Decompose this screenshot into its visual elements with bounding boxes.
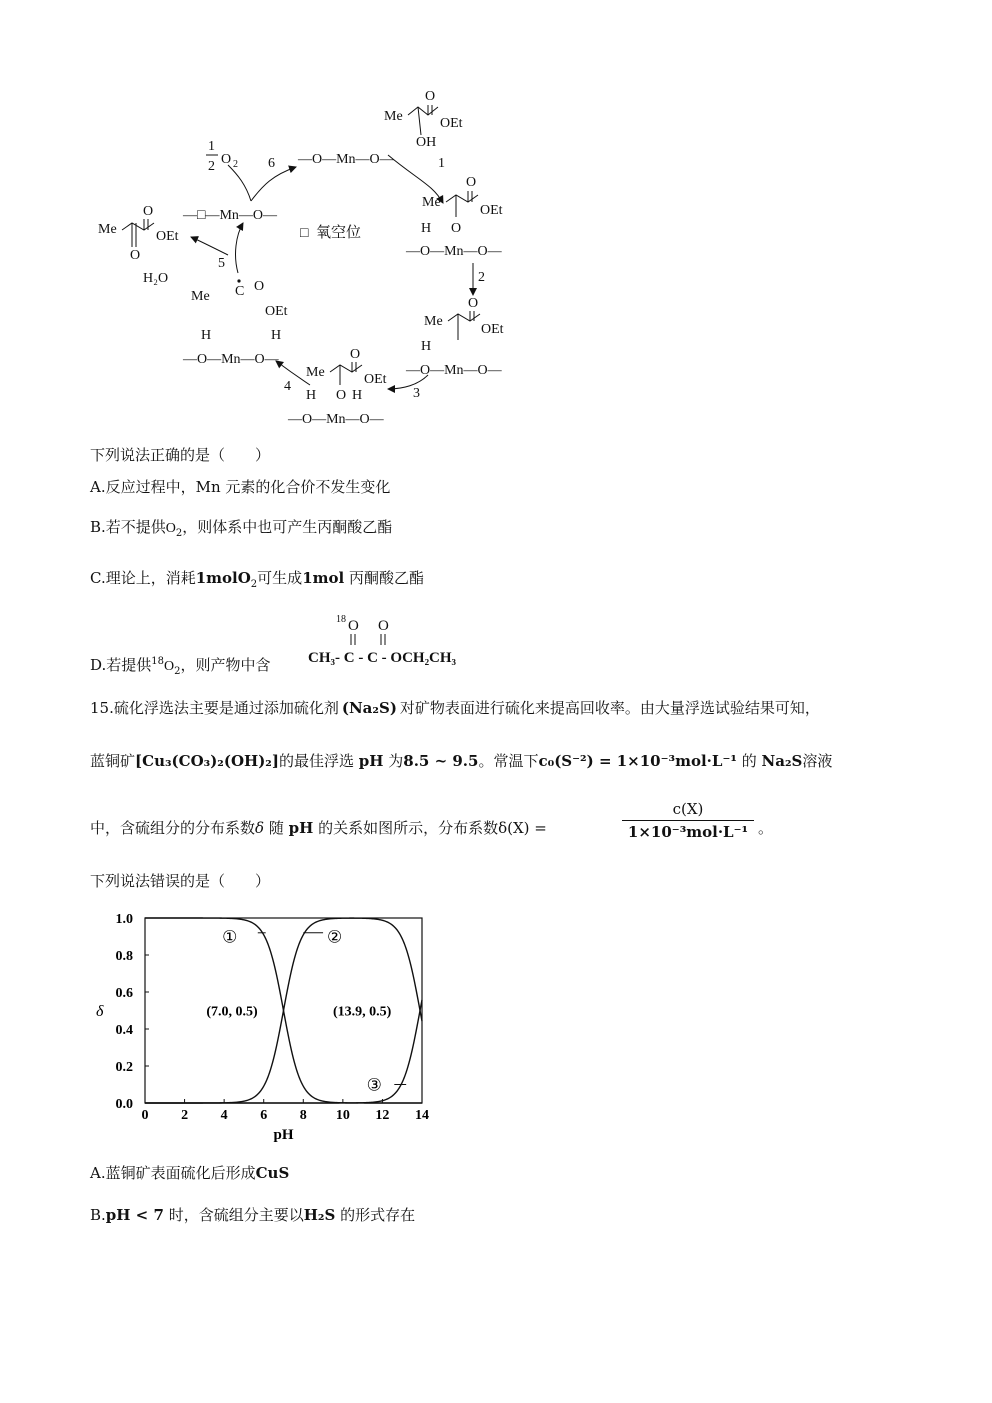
q15-line2 (90, 751, 832, 771)
oet-label-top: OEt (440, 116, 463, 131)
q15-l2-conc: c₀(S⁻²) = 1×10⁻³mol·L⁻¹ (538, 752, 737, 770)
h-label-b2: H (352, 388, 363, 403)
vacancy-legend-symbol: □ (300, 226, 309, 241)
o-label-top: O (425, 89, 436, 104)
oet-label-r2: OEt (481, 322, 504, 337)
vacancy-legend-label: 氧空位 (316, 223, 362, 241)
x-tick-label: 4 (220, 1108, 228, 1123)
q15-fraction (622, 800, 754, 841)
h-label-r2: H (421, 339, 432, 354)
q15-l2-b: 的最佳浮选 (279, 752, 355, 770)
q15-l2-formula-wrap: [Cu₃(CO₃)₂(OH)₂] (135, 752, 279, 770)
me-label-r1: Me (422, 195, 441, 210)
oet-label-b: OEt (364, 372, 387, 387)
q15-prompt: 下列说法错误的是（ ） (90, 872, 271, 890)
q15-l1-na2s: (Na₂S) (341, 699, 397, 717)
h-label-l2: H (271, 328, 282, 343)
q14-c-sub: 2 (250, 579, 258, 590)
q15-l2-range: 8.5 ~ 9.5 (403, 752, 479, 770)
q14-c-pre: C.理论上，消耗 (90, 569, 196, 587)
q14-d-structure (300, 608, 500, 670)
reaction-cycle-diagram (88, 85, 538, 430)
q14-b-sub: 2 (175, 528, 183, 539)
o-label-product2: O (130, 248, 141, 263)
o-label-l: O (254, 279, 265, 294)
q15-option-b (90, 1205, 415, 1225)
o-label-r1b: O (451, 221, 462, 236)
x-tick-label: 12 (375, 1108, 390, 1123)
me-label-product: Me (98, 222, 117, 237)
o2-subscript: 2 (233, 159, 238, 170)
q15-l2-ph: pH (358, 752, 384, 770)
q15-l3-b: 随 (268, 819, 284, 837)
step-6-label: 6 (268, 156, 275, 171)
o-label-r1: O (466, 175, 477, 190)
q15-l1-a: 15.硫化浮选法主要是通过添加硫化剂 (90, 699, 339, 717)
q14-b-post: ，则体系中也可产生丙酮酸乙酯 (182, 518, 393, 536)
q15-l2-e: 的 (741, 752, 757, 770)
me-label-top: Me (384, 109, 403, 124)
oet-label-l: OEt (265, 304, 288, 319)
q15-line1 (90, 698, 820, 718)
o-label-b: O (350, 347, 361, 362)
h-label-r1: H (421, 221, 432, 236)
q14-d-o: O (164, 659, 175, 674)
q15-fraction-den: 1×10⁻³mol·L⁻¹ (627, 823, 749, 841)
q14-d-post: ，则产物中含 (180, 656, 271, 674)
step-2-label: 2 (478, 270, 485, 285)
mn-site-l: —O—Mn—O— (183, 352, 279, 367)
oh-label-top: OH (416, 135, 437, 150)
half-o2-den: 2 (208, 159, 215, 174)
q15-b-post: 的形式存在 (340, 1206, 416, 1224)
me-label-l: Me (191, 289, 210, 304)
q15-l3-c: 的关系如图所示，分布系数 (318, 819, 499, 837)
x-axis-label: pH (273, 1127, 294, 1143)
x-tick-label: 6 (260, 1108, 268, 1123)
q15-b-ph: pH < 7 (105, 1206, 164, 1224)
product-formula: CH₃- C - C - OCH₂CH₃ (308, 650, 457, 666)
me-label-r2: Me (424, 314, 443, 329)
q15-l2-a: 蓝铜矿 (90, 752, 136, 770)
mn-site-b: —O—Mn—O— (288, 412, 384, 427)
q15-option-a (90, 1163, 289, 1183)
q15-l2-d: 。常温下 (478, 752, 539, 770)
marker-1: ① (222, 927, 238, 947)
y-axis-label: δ (96, 1003, 104, 1021)
q15-l3-a: 中，含硫组分的分布系数 (90, 819, 256, 837)
q14-option-d (90, 652, 271, 682)
q14-b-o: O (165, 521, 176, 536)
iso-o-label: O (348, 618, 359, 634)
q14-c-post: 可生成 (257, 569, 303, 587)
half-o2-num: 1 (208, 139, 215, 154)
step-3-label: 3 (413, 386, 420, 401)
q15-a-cus: CuS (255, 1164, 290, 1182)
q14-option-a: A.反应过程中，Mn 元素的化合价不发生变化 (90, 478, 391, 496)
q15-fraction-num: c(X) (622, 800, 754, 821)
y-tick-label: 0.2 (115, 1060, 133, 1075)
distribution-chart (88, 905, 448, 1153)
q15-l3-ph: pH (288, 819, 314, 837)
q15-b-h2s: H₂S (303, 1206, 336, 1224)
o-label-r2: O (468, 296, 479, 311)
marker-3: ③ (366, 1075, 382, 1095)
c-radical-label: C (235, 284, 245, 299)
mn-site-top: —O—Mn—O— (298, 152, 394, 167)
q15-line3 (90, 818, 547, 838)
q15-b-pre: B. (90, 1206, 106, 1224)
o-label-b2: O (336, 388, 347, 403)
me-label-b: Me (306, 365, 325, 380)
x-tick-label: 10 (335, 1108, 350, 1123)
step-5-label: 5 (218, 256, 225, 271)
q15-l1-b: 对矿物表面进行硫化来提高回收率。由大量浮选试验结果可知， (399, 699, 820, 717)
q14-c-bold2: 1mol (302, 569, 345, 587)
q15-l2-formula: Cu₃(CO₃)₂(OH)₂ (142, 752, 272, 770)
water-label: H₂O (143, 271, 169, 286)
annotation-pka2: (13.9, 0.5) (332, 1004, 392, 1020)
vacancy-site: —□—Mn—O— (183, 208, 278, 223)
mn-site-r1: —O—Mn—O— (406, 244, 502, 259)
q15-l2-f: 溶液 (802, 752, 833, 770)
annotation-pka1: (7.0, 0.5) (206, 1004, 258, 1020)
mn-site-r2: —O—Mn—O— (406, 363, 502, 378)
y-tick-label: 0.0 (115, 1097, 133, 1112)
step-4-label: 4 (284, 379, 291, 394)
q14-d-pre: D.若提供 (90, 656, 152, 674)
marker-2: ② (327, 927, 343, 947)
o2-label: O (221, 152, 232, 167)
x-tick-label: 0 (141, 1108, 149, 1123)
iso-18-label: 18 (336, 614, 346, 625)
q15-l3-delta: δ (255, 819, 265, 837)
q15-l1-na2s-text: Na₂S (348, 699, 390, 717)
h-label-b: H (306, 388, 317, 403)
q15-l3-dx: δ(X) = (498, 819, 547, 837)
oet-label-r1: OEt (480, 203, 503, 218)
q15-a-text: A.蓝铜矿表面硫化后形成 (90, 1164, 256, 1182)
q14-d-sub: 2 (174, 666, 181, 677)
q14-option-b (90, 517, 392, 544)
y-tick-label: 0.8 (115, 949, 133, 964)
q15-l2-c: 为 (388, 752, 404, 770)
q14-b-pre: B.若不提供 (90, 518, 166, 536)
y-tick-label: 0.6 (115, 986, 133, 1001)
x-tick-label: 2 (181, 1108, 189, 1123)
q15-line3-end: 。 (758, 819, 774, 837)
o-label-product1: O (143, 204, 154, 219)
q15-l2-na2s: Na₂S (761, 752, 803, 770)
x-tick-label: 14 (415, 1108, 429, 1123)
q14-option-c (90, 568, 424, 595)
q14-prompt: 下列说法正确的是（ ） (90, 446, 271, 464)
q14-c-tail: 丙酮酸乙酯 (348, 569, 424, 587)
x-tick-label: 8 (299, 1108, 307, 1123)
h-label-l1: H (201, 328, 212, 343)
q14-d-sup: 18 (151, 656, 164, 667)
q14-c-mid: 1molO (195, 569, 251, 587)
step-1-label: 1 (438, 156, 445, 171)
carbonyl-o-label: O (378, 618, 389, 634)
y-tick-label: 1.0 (115, 912, 133, 927)
oet-label-product: OEt (156, 229, 179, 244)
y-tick-label: 0.4 (115, 1023, 133, 1038)
q15-b-mid: 时，含硫组分主要以 (168, 1206, 304, 1224)
